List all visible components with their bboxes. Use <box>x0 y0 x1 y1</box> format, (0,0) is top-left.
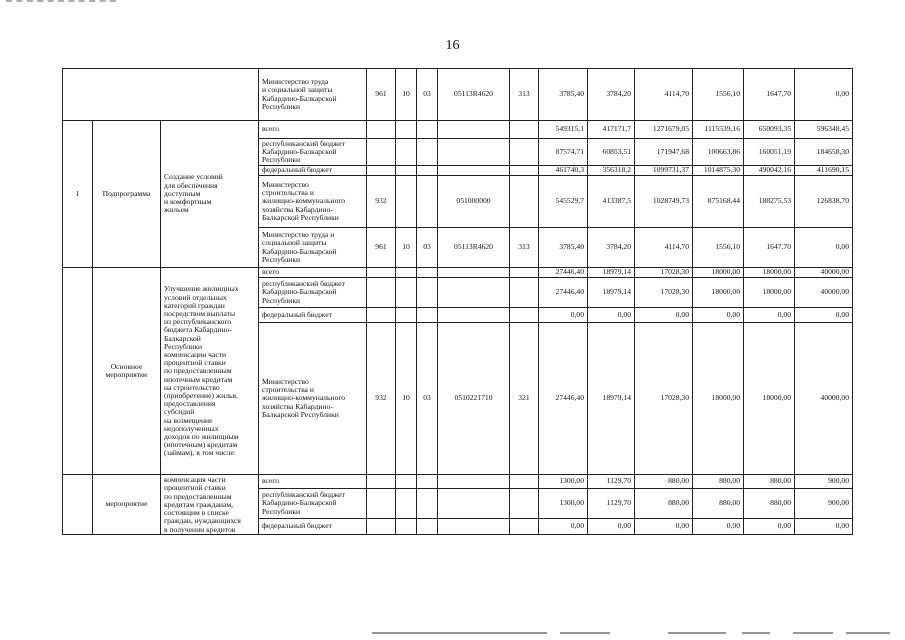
value-cell: 17028,30 <box>635 323 693 475</box>
value-cell: 1300,00 <box>539 475 588 489</box>
value-cell: 545529,7 <box>539 176 588 228</box>
source-cell: республиканский бюджет Кабардино-Балкарской Республики <box>259 489 367 519</box>
value-cell: 417171,7 <box>588 121 635 139</box>
value-cell: 18000,00 <box>744 278 795 308</box>
value-cell: 490042,16 <box>744 166 795 176</box>
pr-cell: 03 <box>417 69 438 121</box>
pr-cell: 03 <box>417 228 438 268</box>
value-cell: 1129,70 <box>588 489 635 519</box>
empty-cell <box>63 69 259 121</box>
value-cell: 0,00 <box>693 519 744 535</box>
value-cell: 27446,40 <box>539 278 588 308</box>
source-cell: всего <box>259 121 367 139</box>
vr-cell: 313 <box>510 69 539 121</box>
value-cell: 0,00 <box>635 519 693 535</box>
csr-cell: 051000000 <box>438 176 510 228</box>
value-cell: 40000,00 <box>795 278 853 308</box>
scan-artifact <box>742 632 770 634</box>
csr-cell: 0510221710 <box>438 323 510 475</box>
value-cell: 18979,14 <box>588 278 635 308</box>
value-cell: 0,00 <box>588 519 635 535</box>
table-row <box>63 121 853 139</box>
value-cell: 1014875,30 <box>693 166 744 176</box>
table-row <box>63 69 853 121</box>
value-cell: 413387,5 <box>588 176 635 228</box>
value-cell: 1129,70 <box>588 475 635 489</box>
value-cell: 1271679,05 <box>635 121 693 139</box>
value-cell: 411690,15 <box>795 166 853 176</box>
grbs-cell: 961 <box>367 228 396 268</box>
value-cell: 18000,00 <box>744 323 795 475</box>
value-cell: 160051,19 <box>744 139 795 166</box>
value-cell: 17028,30 <box>635 278 693 308</box>
csr-cell: 05113R4620 <box>438 69 510 121</box>
value-cell: 880,00 <box>744 489 795 519</box>
value-cell: 171947,68 <box>635 139 693 166</box>
value-cell: 1099731,37 <box>635 166 693 176</box>
status-cell: Основное мероприятие <box>93 268 161 475</box>
table-row <box>63 475 853 489</box>
source-cell: федеральный бюджет <box>259 166 367 176</box>
budget-table <box>62 68 853 535</box>
value-cell: 0,00 <box>744 308 795 323</box>
grbs-cell: 932 <box>367 176 396 228</box>
value-cell: 126838,70 <box>795 176 853 228</box>
value-cell: 0,00 <box>539 519 588 535</box>
value-cell: 27446,40 <box>539 268 588 278</box>
value-cell: 184658,30 <box>795 139 853 166</box>
value-cell: 0,00 <box>539 308 588 323</box>
scan-artifact <box>793 632 833 634</box>
grbs-cell: 932 <box>367 323 396 475</box>
empty-cell <box>63 475 93 535</box>
name-cell: компенсация части процентной ставки по предоставленным кредитам гражданам, состоящим в списке граждан, нуждающихся в получении кредитов <box>161 475 259 535</box>
value-cell: 356318,2 <box>588 166 635 176</box>
value-cell: 1556,10 <box>693 69 744 121</box>
value-cell: 0,00 <box>795 228 853 268</box>
value-cell: 0,00 <box>588 308 635 323</box>
value-cell: 1647,70 <box>744 228 795 268</box>
value-cell: 1300,00 <box>539 489 588 519</box>
value-cell: 900,00 <box>795 475 853 489</box>
value-cell: 100663,86 <box>693 139 744 166</box>
value-cell: 0,00 <box>795 308 853 323</box>
value-cell: 3784,20 <box>588 228 635 268</box>
value-cell: 880,00 <box>693 489 744 519</box>
vr-cell: 321 <box>510 323 539 475</box>
value-cell: 1647,70 <box>744 69 795 121</box>
rz-cell: 10 <box>396 323 417 475</box>
value-cell: 880,00 <box>635 475 693 489</box>
value-cell: 0,00 <box>795 519 853 535</box>
value-cell: 650093,35 <box>744 121 795 139</box>
value-cell: 900,00 <box>795 489 853 519</box>
value-cell: 880,00 <box>693 475 744 489</box>
source-cell: федеральный бюджет <box>259 519 367 535</box>
value-cell: 880,00 <box>744 475 795 489</box>
vr-cell: 313 <box>510 228 539 268</box>
csr-cell: 05113R4620 <box>438 228 510 268</box>
table-row <box>63 268 853 278</box>
status-cell: мероприятие <box>93 475 161 535</box>
rz-cell: 10 <box>396 228 417 268</box>
value-cell: 0,00 <box>744 519 795 535</box>
value-cell: 87574,71 <box>539 139 588 166</box>
value-cell: 875168,44 <box>693 176 744 228</box>
source-cell: всего <box>259 268 367 278</box>
grbs-cell: 961 <box>367 69 396 121</box>
value-cell: 596348,45 <box>795 121 853 139</box>
value-cell: 461740,3 <box>539 166 588 176</box>
value-cell: 18979,14 <box>588 323 635 475</box>
value-cell: 18979,14 <box>588 268 635 278</box>
value-cell: 0,00 <box>693 308 744 323</box>
value-cell: 27446,40 <box>539 323 588 475</box>
source-cell: республиканский бюджет Кабардино-Балкарской Республики <box>259 139 367 166</box>
value-cell: 18000,00 <box>693 268 744 278</box>
value-cell: 0,00 <box>795 69 853 121</box>
status-cell: Подпрограмма <box>93 121 161 268</box>
value-cell: 3784,20 <box>588 69 635 121</box>
number-cell: 1 <box>63 121 93 268</box>
value-cell: 4114,70 <box>635 69 693 121</box>
value-cell: 0,00 <box>635 308 693 323</box>
pr-cell: 03 <box>417 323 438 475</box>
value-cell: 4114,70 <box>635 228 693 268</box>
executor-cell: Министерство труда и социальной защиты Кабардино-Балкарской Республики <box>259 69 367 121</box>
value-cell: 1028749,73 <box>635 176 693 228</box>
value-cell: 3785,40 <box>539 69 588 121</box>
empty-cell <box>63 268 93 475</box>
name-cell: Создание условий для обеспечения доступным и комфортным жильем <box>161 121 259 268</box>
source-cell: федеральный бюджет <box>259 308 367 323</box>
source-cell: всего <box>259 475 367 489</box>
value-cell: 549315,1 <box>539 121 588 139</box>
value-cell: 40000,00 <box>795 268 853 278</box>
value-cell: 1556,10 <box>693 228 744 268</box>
scan-artifact <box>846 632 890 634</box>
value-cell: 18000,00 <box>744 268 795 278</box>
executor-cell: Министерство строительства и жилищно-коммунального хозяйства Кабардино- Балкарской Республики <box>259 176 367 228</box>
value-cell: 188275,53 <box>744 176 795 228</box>
scan-artifact <box>668 632 726 634</box>
value-cell: 60853,51 <box>588 139 635 166</box>
value-cell: 880,00 <box>635 489 693 519</box>
value-cell: 18000,00 <box>693 323 744 475</box>
value-cell: 1115539,16 <box>693 121 744 139</box>
rz-cell: 10 <box>396 69 417 121</box>
scan-artifact <box>560 632 610 634</box>
executor-cell: Министерство труда и социальной защиты Кабардино-Балкарской Республики <box>259 228 367 268</box>
value-cell: 17028,30 <box>635 268 693 278</box>
value-cell: 3785,40 <box>539 228 588 268</box>
value-cell: 40000,00 <box>795 323 853 475</box>
value-cell: 18000,00 <box>693 278 744 308</box>
page-number: 16 <box>445 38 460 53</box>
scan-artifact <box>6 0 116 4</box>
name-cell: Улучшение жилищных условий отдельных категорий граждан посредством выплаты из республиканского бюджета Кабардино- Балкарской Республики компенсации части процентной ставки по предоставленным ипотечным кредитам на строительство (приобретение) жилья, предоставления субсидий на возмещение недополученных доходов по жилищным (ипотечным) кредитам (займам), в том числе: <box>161 268 259 475</box>
source-cell: республиканский бюджет Кабардино-Балкарской Республики <box>259 278 367 308</box>
scan-artifact <box>372 632 547 634</box>
executor-cell: Министерство строительства и жилищно-коммунального хозяйства Кабардино- Балкарской Республики <box>259 323 367 475</box>
